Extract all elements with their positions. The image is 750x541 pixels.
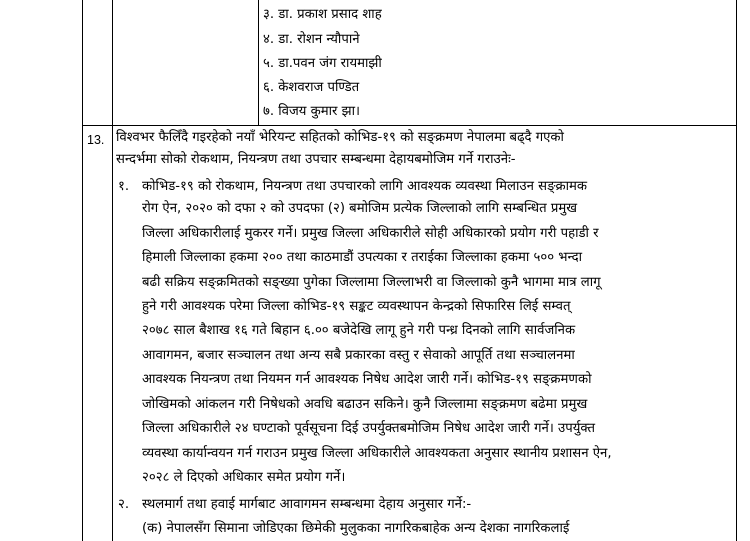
point-1-line: २०७८ साल बैशाख १६ गते बिहान ६.०० बजेदेखि लागू हुने गरी पन्ध्र दिनको लागि सार्वजनिक [142,323,576,338]
point-1-line: हिमाली जिल्लाका हकमा २०० तथा काठमाडौं उपत्यका र तराईका जिल्लाका हकमा ५०० भन्दा [142,250,583,265]
table-left-border [82,0,83,541]
point-1-line: आवश्यक नियन्त्रण तथा नियमन गर्न आवश्यक निषेध आदेश जारी गर्ने। कोभिड-१९ सङ्क्रमणको [142,372,592,387]
table-row-divider [82,125,737,126]
list-item: ५. डा.पवन जंग रायमाझी [263,56,382,71]
list-item: ३. डा. प्रकाश प्रसाद शाह [263,7,382,22]
point-1-line: जिल्ला अधिकारीलाई मुकरर गर्ने। प्रमुख जिल्ला अधिकारीले सोही अधिकारको प्रयोग गरी पहाडी र [142,226,599,241]
list-item: ७. विजय कुमार झा। [263,104,361,119]
list-item: ६. केशवराज पण्डित [263,80,360,95]
point-1-line: २०२८ ले दिएको अधिकार समेत प्रयोग गर्ने। [142,470,346,485]
table-right-border [736,0,737,541]
point-1-line: व्यवस्था कार्यान्वयन गर्न गराउन प्रमुख जिल्ला अधिकारीले आवश्यकता अनुसार स्थानीय प्रशासन ऐन, [142,446,612,461]
list-item: ४. डा. रोशन न्यौपाने [263,32,360,47]
point-1-line: रोग ऐन, २०२० को दफा २ को उपदफा (२) बमोजिम प्रत्येक जिल्लाको लागि सम्बन्धित प्रमुख [142,201,578,216]
point-2-text: स्थलमार्ग तथा हवाई मार्गबाट आवागमन सम्बन्धमा देहाय अनुसार गर्ने:- [142,497,472,512]
point-1-line: कोभिड-१९ को रोकथाम, नियन्त्रण तथा उपचारको लागि आवश्यक व्यवस्था मिलाउन सङ्क्रामक [142,179,588,194]
point-1-line: बढी सक्रिय सङ्क्रमितको सङ्ख्या पुगेका जिल्लामा जिल्लाभरी वा जिल्लाको कुनै भागमा मात्र लागू [142,275,601,290]
point-1-line: जिल्ला अधिकारीले २४ घण्टाको पूर्वसूचना दिई उपर्युक्तबमोजिम निषेध आदेश जारी गर्ने। उपर्युक्त [142,421,595,436]
point-1-number: १. [118,179,130,194]
point-1-line: आवागमन, बजार सञ्चालन तथा अन्य सबै प्रकारका वस्तु र सेवाको आपूर्ति तथा सञ्चालनमा [142,348,575,363]
point-2-number: २. [118,497,130,512]
point-2a-text: (क) नेपालसँग सिमाना जोडिएका छिमेकी मुलुकका नागरिकबाहेक अन्य देशका नागरिकलाई [142,521,570,536]
table-inner-divider [258,0,259,125]
intro-line: सन्दर्भमा सोको रोकथाम, नियन्त्रण तथा उपचार सम्बन्धमा देहायबमोजिम गर्ने गराउनेः- [116,152,516,167]
point-1-line: जोखिमको आंकलन गरी निषेधको अवधि बढाउन सकिने। कुनै जिल्लामा सङ्क्रमण बढेमा प्रमुख [142,397,588,412]
point-1-line: हुने गरी आवश्यक परेमा जिल्ला कोभिड-१९ सङ्कट व्यवस्थापन केन्द्रको सिफारिस लिई सम्वत् [142,299,571,314]
item-serial-number: 13. [87,133,105,147]
intro-line: विश्वभर फैलिँदै गइरहेको नयाँ भेरियन्ट सहितको कोभिड-१९ को सङ्क्रमण नेपालमा बढ्दै गएको [116,130,564,145]
table-serial-divider [112,0,113,541]
